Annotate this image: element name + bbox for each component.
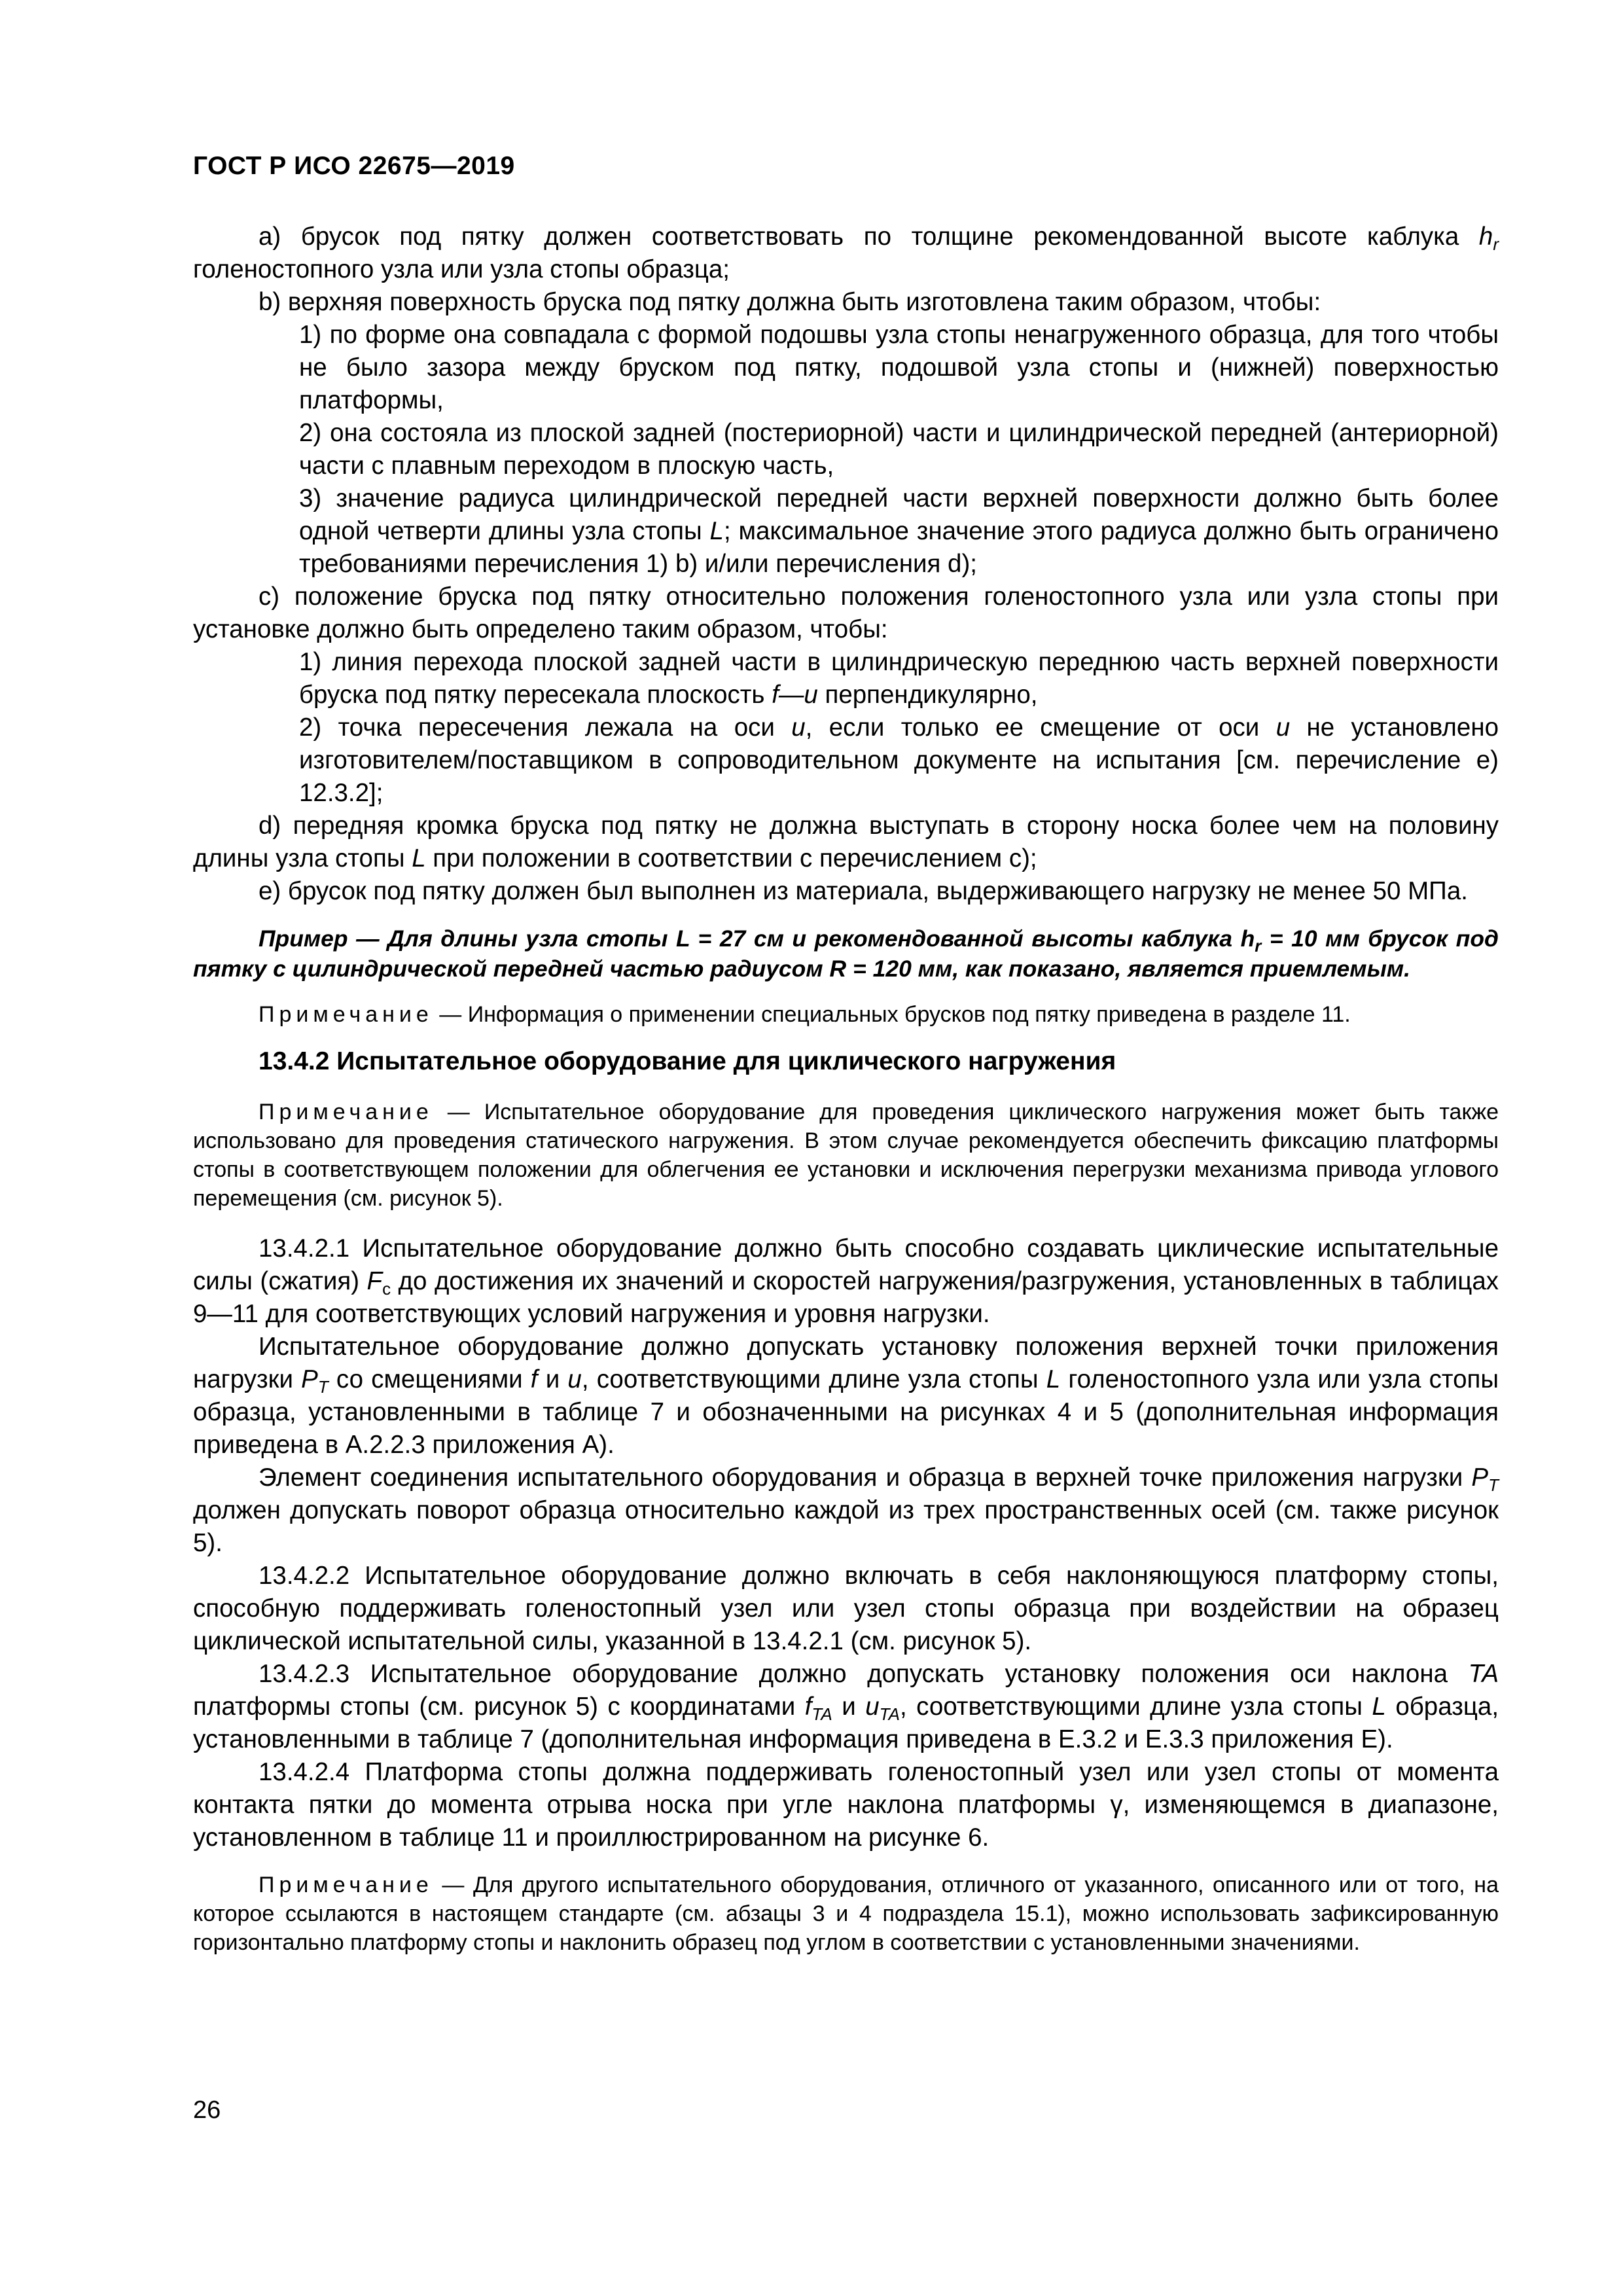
example: Пример — Для длины узла стопы L = 27 см и рекомендованной высоты каблука $h_r = 10$ мм брусок под пятку с цилиндрической передней частью радиусом R = 120 мм, как показано, является приемлемым. [193, 925, 1499, 982]
para-load-point: Испытательное оборудование должно допускать установку положения верхней точки приложения нагрузки $P_T$ со смещениями f и u, соответствующими длине узла стопы L голеностопного узла или узла стопы образца, установленными в таблице 7 и обозначенными на рисунках 4 и 5 (дополнительная информация приведена в А.2.2.3 приложения А). [193, 1333, 1499, 1459]
para-connection: Элемент соединения испытательного оборудования и образца в верхней точке приложения нагрузки $P_T$ должен допускать поворот образца относительно каждой из трех пространственных осей (см. также рисунок 5). [193, 1463, 1499, 1557]
note-1: Примечание — Информация о применении специальных брусков под пятку приведена в разделе 11. [259, 1002, 1351, 1027]
item-c: c) положение бруска под пятку относительно положения голеностопного узла или узла стопы при установке должно быть определено таким образом, чтобы: [193, 583, 1499, 643]
item-a: a) брусок под пятку должен соответствовать по толщине рекомендованной высоте каблука $h_r$ голеностопного узла или узла стопы образца; [193, 223, 1499, 283]
item-c2: 2) точка пересечения лежала на оси u, если только ее смещение от оси u не установлено изготовителем/поставщиком в сопроводительном документе на испытания [см. перечисление е) 12.3.2]; [299, 713, 1499, 807]
page-content [193, 221, 1499, 1957]
para-13-4-2-3: 13.4.2.3 Испытательное оборудование должно допускать установку положения оси наклона TA платформы стопы (см. рисунок 5) с координатами $f_{TA}$ и $u_{TA}$, соответствующими длине узла стопы L образца, установленными в таблице 7 (дополнительная информация приведена в Е.3.2 и Е.3.3 приложения Е). [193, 1660, 1499, 1753]
item-b2: 2) она состояла из плоской задней (постериорной) части и цилиндрической передней (антериорной) части с плавным переходом в плоскую часть, [299, 419, 1499, 480]
item-b1: 1) по форме она совпадала с формой подошвы узла стопы ненагруженного образца, для того чтобы не было зазора между бруском под пятку, подошвой узла стопы и (нижней) поверхностью платформы, [299, 321, 1499, 414]
section-heading: 13.4.2 Испытательное оборудование для циклического нагружения [259, 1047, 1116, 1075]
item-c1: 1) линия перехода плоской задней части в цилиндрическую переднюю часть верхней поверхности бруска под пятку пересекала плоскость f—u перпендикулярно, [299, 648, 1499, 709]
item-b3: 3) значение радиуса цилиндрической передней части верхней поверхности должно быть более одной четверти длины узла стопы L; максимальное значение этого радиуса должно быть ограничено требованиями перечисления 1) b) и/или перечисления d); [299, 484, 1499, 578]
page-number: 26 [193, 2096, 221, 2124]
para-13-4-2-4: 13.4.2.4 Платформа стопы должна поддерживать голеностопный узел или узел стопы от момента контакта пятки до момента отрыва носка при угле наклона платформы γ, изменяющемся в диапазоне, установленном в таблице 11 и проиллюстрированном на рисунке 6. [193, 1758, 1499, 1852]
para-13-4-2-2: 13.4.2.2 Испытательное оборудование должно включать в себя наклоняющуюся платформу стопы, способную поддерживать голеностопный узел или узел стопы образца при воздействии на образец циклической испытательной силы, указанной в 13.4.2.1 (см. рисунок 5). [193, 1562, 1499, 1655]
item-e: e) брусок под пятку должен был выполнен из материала, выдерживающего нагрузку не менее 50 МПа. [259, 877, 1468, 905]
note-label: Примечание [259, 1873, 433, 1897]
document-header: ГОСТ Р ИСО 22675—2019 [193, 152, 515, 180]
para-13-4-2-1: 13.4.2.1 Испытательное оборудование должно быть способно создавать циклические испытательные силы (сжатия) $F_c$ до достижения их значений и скоростей нагружения/разгружения, установленных в таблицах 9—11 для соответствующих условий нагружения и уровня нагрузки. [193, 1234, 1499, 1328]
item-b: b) верхняя поверхность бруска под пятку должна быть изготовлена таким образом, чтобы: [259, 288, 1321, 316]
note-3: Примечание — Для другого испытательного оборудования, отличного от указанного, описанного или от того, на которое ссылаются в настоящем стандарте (см. абзацы 3 и 4 подраздела 15.1), можно использовать зафиксированную горизонтально платформу стопы и наклонить образец под углом в соответствии с установленными значениями. [193, 1873, 1499, 1955]
note-2: Примечание — Испытательное оборудование для проведения циклического нагружения может быть также использовано для проведения статического нагружения. В этом случае рекомендуется обеспечить фиксацию платформы стопы в соответствующем положении для облегчения ее установки и исключения перегрузки механизма привода углового перемещения (см. рисунок 5). [193, 1100, 1499, 1211]
note-label: Примечание [259, 1002, 433, 1027]
note-label: Примечание [259, 1100, 433, 1124]
item-d: d) передняя кромка бруска под пятку не должна выступать в сторону носка более чем на половину длины узла стопы L при положении в соответствии с перечислением c); [193, 812, 1499, 872]
